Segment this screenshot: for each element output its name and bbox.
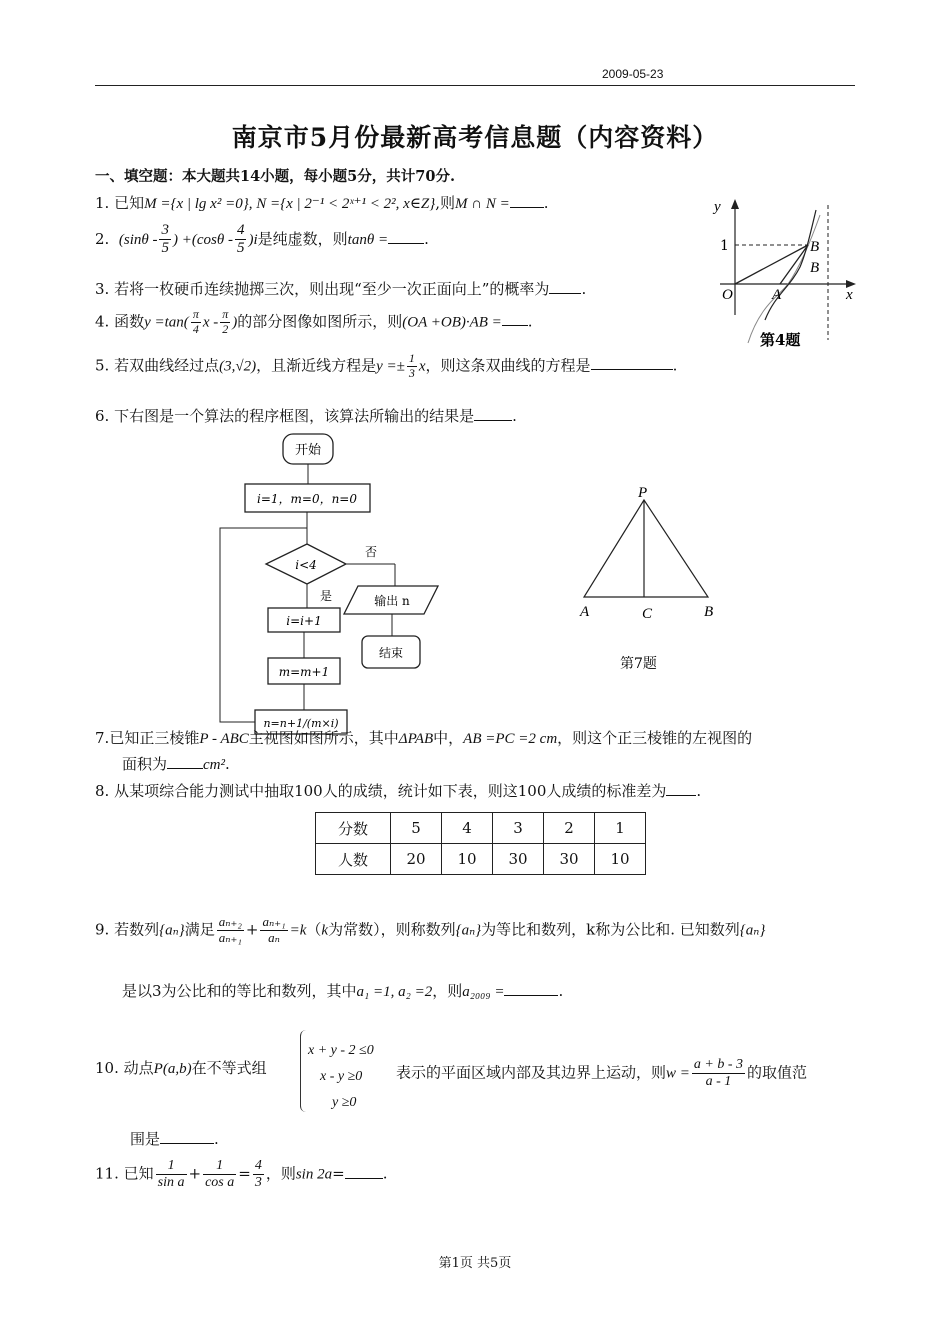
point-c-label: C [642,606,653,622]
header-rule [95,85,855,86]
point-b-label: B [810,239,820,255]
question-8: 8. 从某项综合能力测试中抽取100人的成绩，统计如下表，则这100人成绩的标准差为 . [95,782,702,800]
vertex-b-label: B [704,604,714,620]
flow-init: i=1，m=0，n=0 [256,492,358,506]
vertex-a-label: A [580,604,590,620]
question-7-line-2: 面积为 cm². [122,755,230,773]
tick-one-label: 1 [720,238,729,254]
flow-end: 结束 [378,646,404,660]
flow-update-n: n=n+1/(m×i) [263,717,339,730]
flow-increment-m: m=m+1 [278,665,330,679]
question-1: 1. 已知M ={x | lg x² =0}, N ={x | 2⁻¹ < 2ˣ⁺¹ < 2², x∈Z},则M ∩ N = . [95,194,549,212]
question-9: 9. 若数列{aₙ}满足 $\frac{\text{aₙ₊₂}}{\text{aₙ₊₁}}$ + $\frac{\text{aₙ₊₁}}{\text{aₙ}}$ =k（k为常数），则称数列{aₙ}为等比和数列，k称为公比和. 已知数列{aₙ} [95,914,766,945]
figure-4-caption: 第4题 [760,331,801,349]
section-heading: 一、填空题：本大题共14小题，每小题5分，共计70分. [95,168,455,185]
triangle-figure [570,480,730,680]
flow-increment-i: i=i+1 [286,614,322,628]
page-title: 南京市5月份最新高考信息题（内容资料） [231,123,719,152]
figure-7-caption: 第7题 [620,656,657,672]
point-a-label: A [772,287,782,303]
question-6: 6. 下右图是一个算法的程序框图，该算法所输出的结果是 . [95,407,517,425]
question-7: 7.已知正三棱锥P - ABC主视图如图所示，其中ΔPAB中，AB =PC =2 cm，则这个正三棱锥的左视图的 [95,729,753,747]
flow-condition: i<4 [295,558,317,572]
table-row: 分数 5 4 3 2 1 [316,813,646,844]
question-2: 2. (sinθ - $\frac{3}{5}$ ) +(cosθ - $\frac{4}{5}$ )i是纯虚数，则tanθ = . [95,222,429,257]
tangent-graph-figure [700,195,860,355]
question-10-line-2: 围是 . [130,1130,219,1148]
flow-no-label: 否 [365,545,378,559]
origin-label: O [722,287,733,303]
question-10: 10. 动点P(a,b)在不等式组 [95,1059,267,1077]
question-5: 5. 若双曲线经过点(3,√2)，且渐近线方程是y =± $\frac{1}{3}$ x，则这条双曲线的方程是 . [95,351,678,380]
flow-yes-label: 是 [320,589,333,603]
question-4: 4. 函数y =tan( $\frac{\pi}{4}$ x - $\frac{\pi}{2}$ )的部分图像如图所示，则(OA +OB)·AB = . [95,307,533,336]
y-axis-label: y [714,199,721,215]
point-b-label-2: B [810,260,820,276]
document-date: 2009-05-23 [602,67,664,81]
table-row: 人数 20 10 30 30 10 [316,844,646,875]
vertex-p-label: P [638,485,648,501]
flow-output: 输出 n [374,594,410,608]
question-9-line-2: 是以3为公比和的等比和数列，其中a₁ =1, a₂ =2，则a₂₀₀₉ = . [122,982,564,1000]
flow-start: 开始 [294,443,322,458]
page-footer: 第1页 共5页 [438,1256,512,1271]
question-11: 11. 已知 $\frac{1}{\text{sin a}}$ + $\frac{1}{\text{cos a}}$ = $\frac{4}{3}$ ，则sin 2a= . [95,1158,388,1191]
algorithm-flowchart [210,428,450,738]
x-axis-label: x [846,287,853,303]
question-10-continued: 表示的平面区域内部及其边界上运动，则w = $\frac{a + b - 3}{a - 1}$ 的取值范 [396,1057,808,1090]
question-3: 3. 若将一枚硬币连续抛掷三次，则出现“至少一次正面向上”的概率为 . [95,280,587,298]
score-table [315,812,646,875]
inequality-system: x + y - 2 ≤0 x - y ≥0 y ≥0 [308,1043,374,1110]
